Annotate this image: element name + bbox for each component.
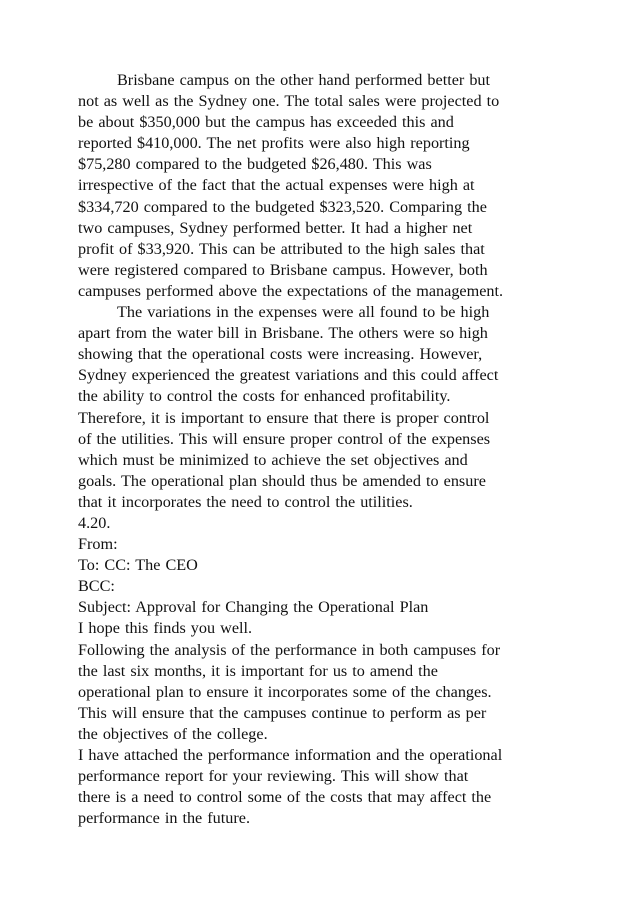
- paragraph-brisbane-performance: [78, 70, 598, 302]
- email-greeting: I hope this finds you well.: [78, 619, 253, 638]
- text-line: which must be minimized to achieve the set objectives and: [78, 450, 468, 469]
- document-body: [78, 70, 598, 829]
- text-line: were registered compared to Brisbane campus. However, both: [78, 260, 488, 279]
- text-line: the objectives of the college.: [78, 724, 268, 743]
- text-line: Therefore, it is important to ensure that there is proper control: [78, 408, 490, 427]
- text-line: $75,280 compared to the budgeted $26,480. This was: [78, 155, 432, 174]
- email-bcc: BCC:: [78, 577, 115, 596]
- text-line: showing that the operational costs were increasing. However,: [78, 345, 483, 364]
- email-subject: Subject: Approval for Changing the Operational Plan: [78, 598, 429, 617]
- paragraph-expense-variations: [78, 302, 598, 513]
- text-line: The variations in the expenses were all found to be high: [117, 303, 490, 322]
- text-line: operational plan to ensure it incorporates some of the changes.: [78, 682, 492, 701]
- text-line: be about $350,000 but the campus has exceeded this and: [78, 113, 454, 132]
- text-line: Sydney experienced the greatest variations and this could affect: [78, 366, 499, 385]
- text-line: of the utilities. This will ensure proper control of the expenses: [78, 429, 491, 448]
- text-line: there is a need to control some of the costs that may affect the: [78, 788, 492, 807]
- email-to: To: CC: The CEO: [78, 556, 198, 575]
- text-line: the ability to control the costs for enhanced profitability.: [78, 387, 451, 406]
- text-line: the last six months, it is important for us to amend the: [78, 661, 438, 680]
- text-line: campuses performed above the expectations of the management.: [78, 281, 504, 300]
- text-line: that it incorporates the need to control the utilities.: [78, 492, 413, 511]
- email-from: From:: [78, 535, 118, 554]
- text-line: irrespective of the fact that the actual expenses were high at: [78, 176, 475, 195]
- text-line: This will ensure that the campuses continue to perform as per: [78, 703, 487, 722]
- text-line: Brisbane campus on the other hand performed better but: [117, 71, 491, 89]
- text-line: Following the analysis of the performance in both campuses for: [78, 640, 501, 659]
- text-line: not as well as the Sydney one. The total sales were projected to: [78, 92, 500, 111]
- text-line: goals. The operational plan should thus be amended to ensure: [78, 471, 486, 490]
- text-line: profit of $33,920. This can be attributed to the high sales that: [78, 239, 485, 258]
- text-line: apart from the water bill in Brisbane. The others were so high: [78, 324, 488, 343]
- email-body-paragraph-1: [78, 640, 598, 745]
- text-line: performance in the future.: [78, 809, 250, 828]
- text-line: reported $410,000. The net profits were also high reporting: [78, 134, 470, 153]
- email-body-paragraph-2: [78, 745, 598, 829]
- text-line: $334,720 compared to the budgeted $323,520. Comparing the: [78, 197, 487, 216]
- text-line: two campuses, Sydney performed better. It had a higher net: [78, 218, 473, 237]
- email-header: [78, 534, 598, 618]
- text-line: I have attached the performance information and the operational: [78, 746, 503, 764]
- section-number: 4.20.: [78, 513, 111, 532]
- text-line: performance report for your reviewing. This will show that: [78, 767, 469, 786]
